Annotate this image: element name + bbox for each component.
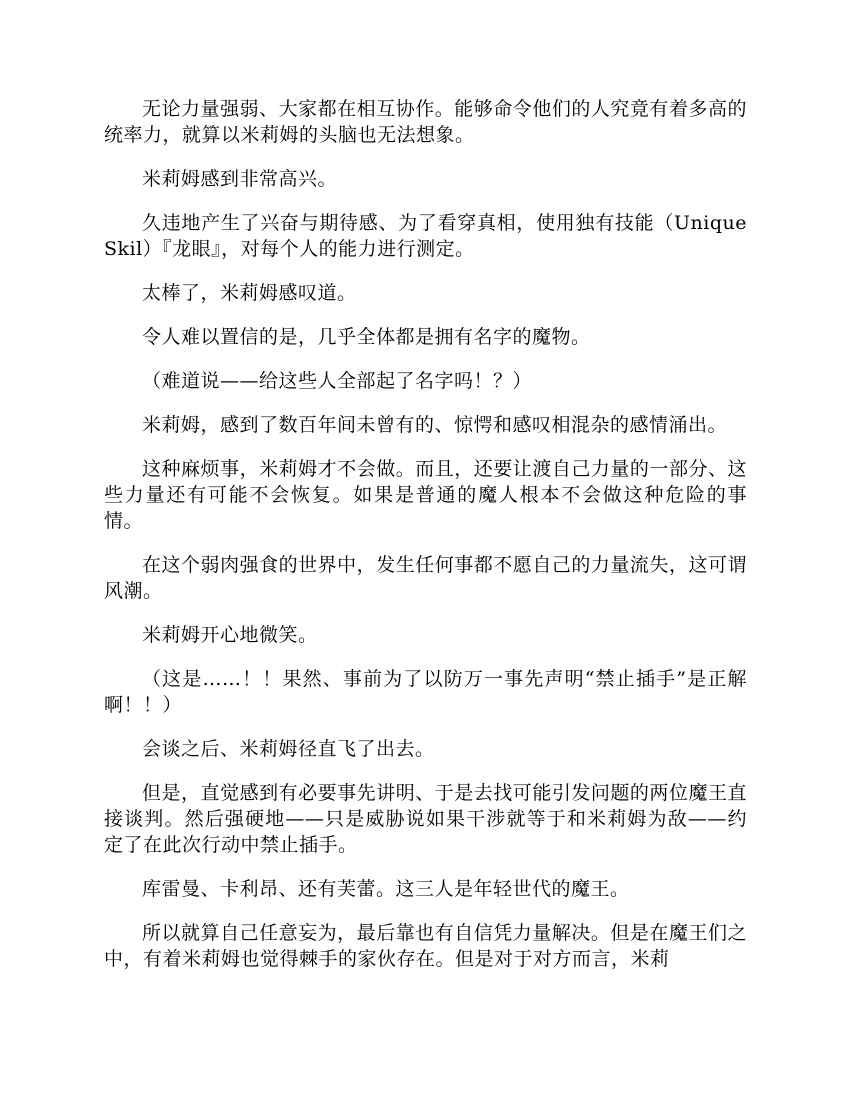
- paragraph: 在这个弱肉强食的世界中，发生任何事都不愿自己的力量流失，这可谓风潮。: [104, 554, 747, 602]
- paragraph: 米莉姆感到非常高兴。: [142, 168, 338, 190]
- paragraph: 这种麻烦事，米莉姆才不会做。而且，还要让渡自己力量的一部分、这些力量还有可能不会恢复。如果是普通的魔人根本不会做这种危险的事情。: [104, 458, 747, 532]
- paragraph: 会谈之后、米莉姆径直飞了出去。: [142, 738, 435, 760]
- paragraph: （这是……！！果然、事前为了以防万一事先声明“禁止插手”是正解啊！！）: [104, 668, 747, 716]
- paragraph: 太棒了，米莉姆感叹道。: [142, 282, 357, 304]
- paragraph: 令人难以置信的是，几乎全体都是拥有名字的魔物。: [142, 326, 591, 348]
- paragraph: （难道说——给这些人全部起了名字吗！？）: [142, 370, 533, 392]
- paragraph: 米莉姆开心地微笑。: [142, 624, 318, 646]
- paragraph: 米莉姆，感到了数百年间未曾有的、惊愕和感叹相混杂的感情涌出。: [142, 414, 728, 436]
- paragraph: 但是，直觉感到有必要事先讲明、于是去找可能引发问题的两位魔王直接谈判。然后强硬地——只是威胁说如果干涉就等于和米莉姆为敌——约定了在此次行动中禁止插手。: [104, 782, 747, 856]
- paragraph: 所以就算自己任意妄为，最后靠也有自信凭力量解决。但是在魔王们之中，有着米莉姆也觉得棘手的家伙存在。但是对于对方而言，米莉: [104, 922, 747, 970]
- paragraph: 无论力量强弱、大家都在相互协作。能够命令他们的人究竟有着多高的统率力，就算以米莉姆的头脑也无法想象。: [104, 98, 747, 146]
- paragraph: 库雷曼、卡利昂、还有芙蕾。这三人是年轻世代的魔王。: [142, 878, 630, 900]
- paragraph: 久违地产生了兴奋与期待感、为了看穿真相，使用独有技能（UniqueSkil）『龙眼』，对每个人的能力进行测定。: [104, 212, 747, 260]
- document-page: [104, 96, 747, 990]
